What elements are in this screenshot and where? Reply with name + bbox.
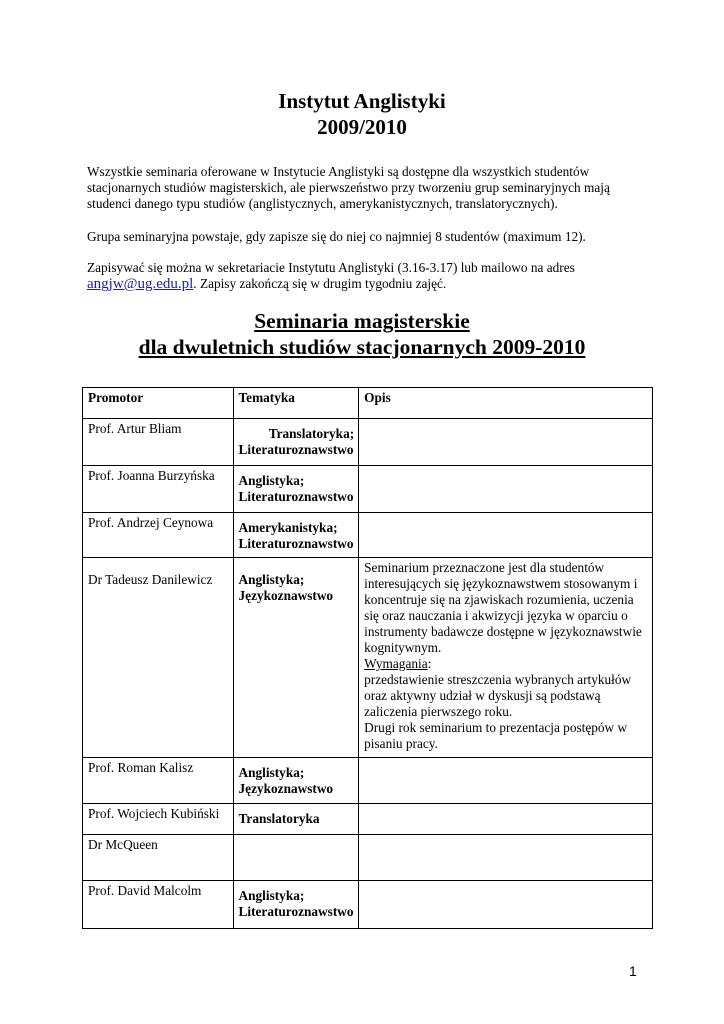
promotor-cell: Prof. Andrzej Ceynowa: [83, 513, 234, 558]
topic-cell: [233, 419, 359, 466]
topic-line: Anglistyka;: [238, 888, 305, 903]
description-cell: [359, 513, 653, 558]
table-row: [83, 419, 653, 466]
section-subheading: dla dwuletnich studiów stacjonarnych 2009-2010: [138, 335, 586, 359]
topic-line: Językoznawstwo: [238, 588, 334, 603]
seminars-table: [82, 387, 653, 929]
section-heading: Seminaria magisterskie: [254, 309, 470, 333]
topic-line: Językoznawstwo: [238, 781, 334, 796]
topic-line: Translatoryka;: [268, 426, 355, 441]
topic-line: Literaturoznawstwo: [238, 442, 354, 457]
topic-line: Anglistyka;: [238, 765, 305, 780]
topic-cell: [233, 466, 359, 513]
requirements-heading: [364, 656, 648, 672]
header-tematyka: Tematyka: [233, 388, 359, 419]
promotor-cell: Prof. Roman Kalisz: [83, 758, 234, 804]
topic-line: Anglistyka;: [238, 473, 305, 488]
intro-paragraph-3: [87, 260, 647, 292]
topic-line: Translatoryka: [238, 811, 320, 826]
requirements-colon: :: [427, 656, 432, 671]
topic-cell: [233, 758, 359, 804]
header-opis: Opis: [359, 388, 653, 419]
description-cell: [359, 466, 653, 513]
description-cell: [359, 758, 653, 804]
requirements-label: Wymagania: [364, 656, 428, 671]
topic-cell: [233, 835, 359, 881]
intro-paragraph-2: Grupa seminaryjna powstaje, gdy zapisze się do niej co najmniej 8 studentów (maximum 12).: [87, 229, 586, 244]
promotor-cell: Prof. Wojciech Kubiński: [83, 804, 234, 835]
table-row: [83, 558, 653, 758]
second-year-text: Drugi rok seminarium to prezentacja postępów w pisaniu pracy.: [364, 720, 628, 751]
table-row: [83, 758, 653, 804]
topic-line: Literaturoznawstwo: [238, 489, 354, 504]
table-header-row: [83, 388, 653, 419]
page-number: 1: [629, 963, 637, 979]
description-text: Seminarium przeznaczone jest dla studentów interesujących się językoznawstwem stosowanym i koncentruje się na zjawiskach rozumienia, uczenia się oraz nauczania i akwizycji języka w oparciu o instrumenty badawcze dostępne w językoznawstwie kognitywnym.: [364, 560, 642, 655]
document-title: Instytut Anglistyki: [278, 89, 446, 113]
promotor-cell: Dr McQueen: [83, 835, 234, 881]
document-year: 2009/2010: [317, 115, 407, 139]
table-row: [83, 804, 653, 835]
email-link[interactable]: angjw@ug.edu.pl: [87, 276, 194, 292]
requirements-text: przedstawienie streszczenia wybranych artykułów oraz aktywny udział w dyskusji są podstawą zaliczenia pierwszego roku.: [364, 672, 632, 719]
topic-line: Literaturoznawstwo: [238, 536, 354, 551]
promotor-cell: Prof. David Malcolm: [83, 881, 234, 929]
header-promotor: Promotor: [83, 388, 234, 419]
topic-cell: [233, 558, 359, 758]
enrollment-text: Zapisywać się można w sekretariacie Instytutu Anglistyki (3.16-3.17) lub mailowo na adres: [87, 260, 575, 275]
description-cell: [359, 558, 653, 758]
intro-paragraph-1: Wszystkie seminaria oferowane w Instytucie Anglistyki są dostępne dla wszystkich studentów stacjonarnych studiów magisterskich, ale pierwszeństwo przy tworzeniu grup seminaryjnych mają studenci danego typu studiów (anglistycznych, amerykanistycznych, translatorycznych).: [87, 164, 610, 211]
table-row: [83, 466, 653, 513]
description-cell: [359, 419, 653, 466]
table-row: [83, 835, 653, 881]
topic-line: Anglistyka;: [238, 572, 305, 587]
promotor-cell: Prof. Joanna Burzyńska: [83, 466, 234, 513]
table-row: [83, 881, 653, 929]
promotor-cell: Prof. Artur Bliam: [83, 419, 234, 466]
topic-cell: [233, 804, 359, 835]
topic-line: Amerykanistyka;: [238, 520, 338, 535]
topic-cell: [233, 881, 359, 929]
topic-line: Literaturoznawstwo: [238, 904, 354, 919]
description-cell: [359, 804, 653, 835]
enrollment-deadline-text: . Zapisy zakończą się w drugim tygodniu zajęć.: [193, 276, 447, 291]
topic-cell: [233, 513, 359, 558]
table-row: [83, 513, 653, 558]
description-cell: [359, 835, 653, 881]
description-cell: [359, 881, 653, 929]
promotor-cell: Dr Tadeusz Danilewicz: [83, 558, 234, 758]
